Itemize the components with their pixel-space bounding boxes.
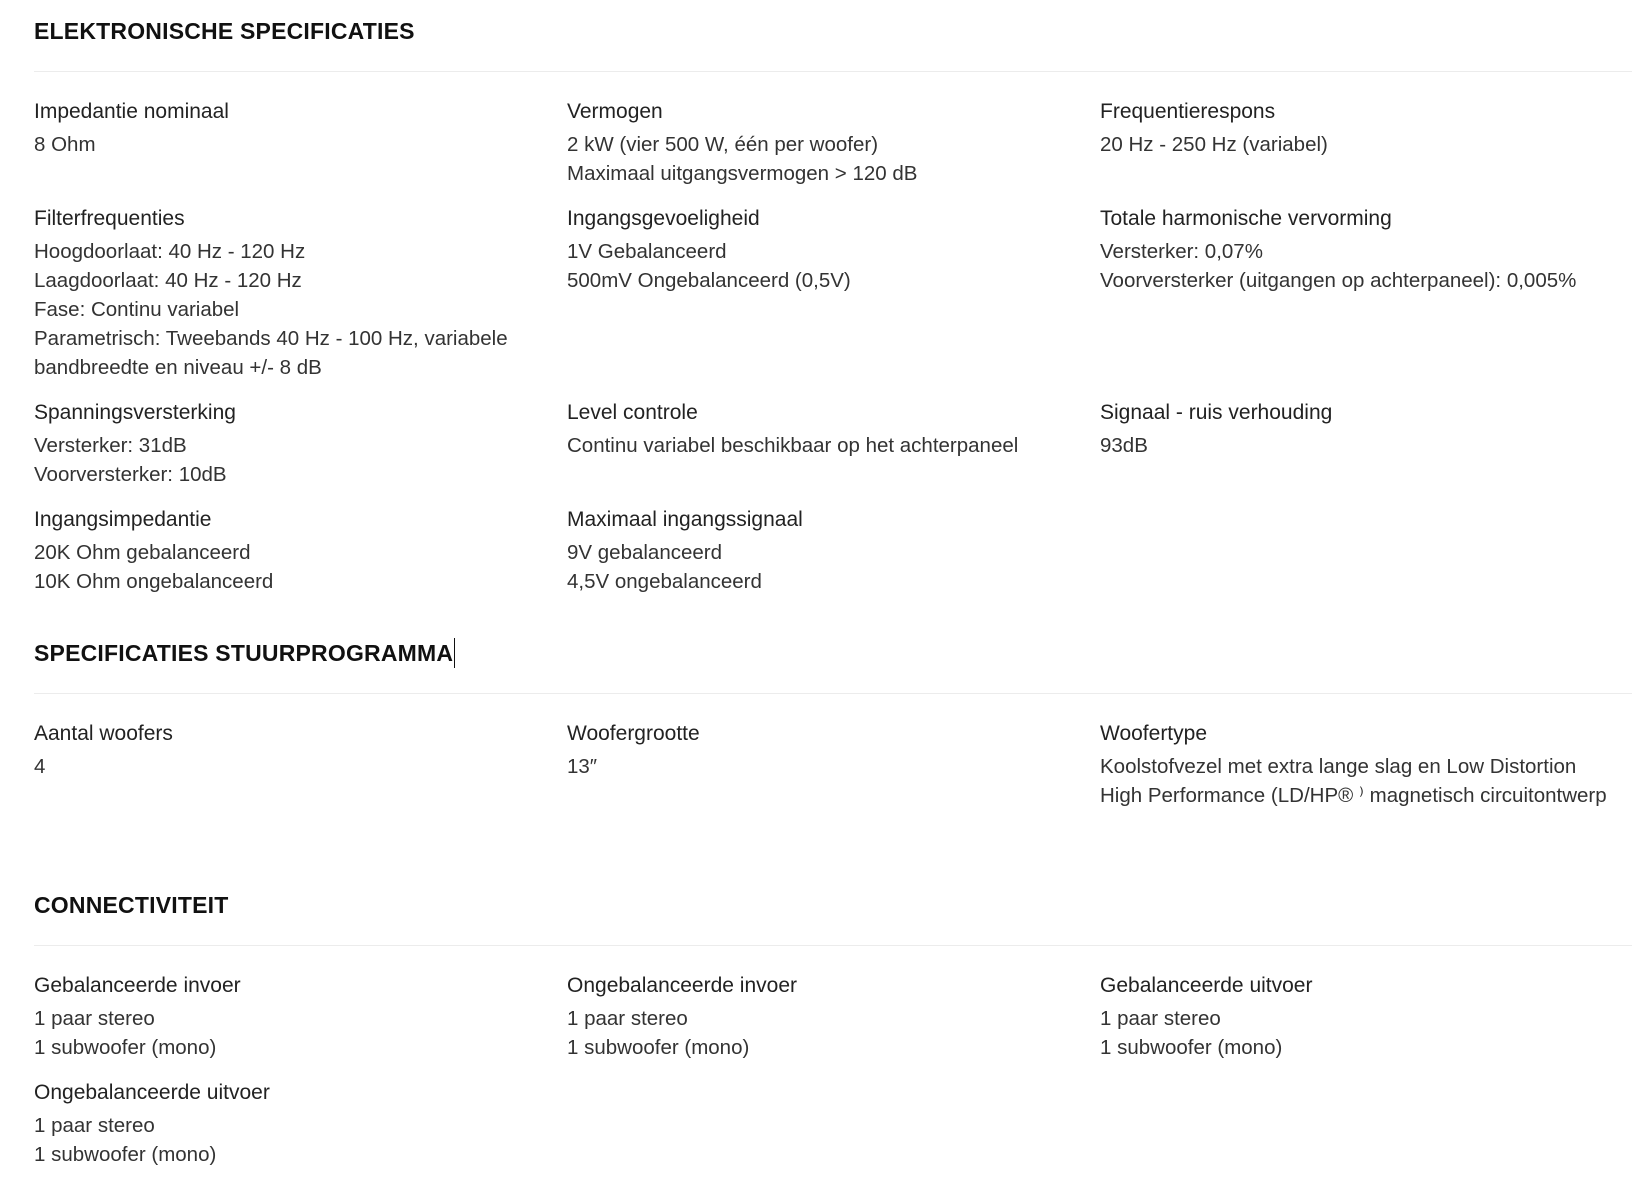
spec-grid	[34, 98, 1632, 596]
spec-label: Spanningsversterking	[34, 401, 236, 424]
spec-label: Woofergrootte	[567, 722, 700, 745]
section-divider	[34, 693, 1632, 694]
spec-label: Vermogen	[567, 100, 663, 123]
spec-item	[34, 972, 567, 1062]
spec-grid	[34, 720, 1632, 810]
spec-value: 1 paar stereo	[34, 1114, 155, 1137]
spec-value: Continu variabel beschikbaar op het achterpaneel	[567, 434, 1019, 457]
spec-item	[34, 399, 567, 489]
spec-value: Laagdoorlaat: 40 Hz - 120 Hz	[34, 269, 302, 292]
spec-label: Frequentierespons	[1100, 100, 1276, 123]
spec-value: 4	[34, 755, 46, 778]
spec-label: Ongebalanceerde invoer	[567, 974, 797, 997]
spec-value: 2 kW (vier 500 W, één per woofer)	[567, 133, 879, 156]
section-divider	[34, 945, 1632, 946]
spec-label: Impedantie nominaal	[34, 100, 229, 123]
spec-value: Maximaal uitgangsvermogen > 120 dB	[567, 162, 918, 185]
spec-value: 1 paar stereo	[567, 1007, 688, 1030]
section-title: ELEKTRONISCHE SPECIFICATIES	[34, 18, 415, 44]
spec-item	[567, 720, 1100, 810]
section-title: SPECIFICATIES STUURPROGRAMMA	[34, 640, 454, 666]
spec-label: Maximaal ingangssignaal	[567, 508, 803, 531]
spec-item	[34, 205, 567, 382]
section-connectivity	[34, 890, 1632, 1169]
spec-item	[34, 98, 567, 188]
spec-label: Signaal - ruis verhouding	[1100, 401, 1333, 424]
spec-value: 8 Ohm	[34, 133, 96, 156]
spec-value: 1 paar stereo	[1100, 1007, 1221, 1030]
spec-label: Level controle	[567, 401, 698, 424]
spec-label: Aantal woofers	[34, 722, 173, 745]
spec-value: 1 subwoofer (mono)	[34, 1143, 217, 1166]
spec-value: 1 subwoofer (mono)	[1100, 1036, 1283, 1059]
section-title: CONNECTIVITEIT	[34, 892, 229, 918]
spec-value: 93dB	[1100, 434, 1148, 457]
section-electronic-specs	[34, 16, 1632, 596]
spec-value: Koolstofvezel met extra lange slag en Low Distortion High Performance (LD/HP® ⁾ magnetisch circuitontwerp	[1100, 755, 1607, 807]
spec-value: Versterker: 31dB	[34, 434, 187, 457]
spec-label: Ingangsimpedantie	[34, 508, 212, 531]
spec-value: 500mV Ongebalanceerd (0,5V)	[567, 269, 851, 292]
spec-label: Gebalanceerde uitvoer	[1100, 974, 1313, 997]
spec-value: 1 subwoofer (mono)	[34, 1036, 217, 1059]
spec-label: Ongebalanceerde uitvoer	[34, 1081, 270, 1104]
spec-value: Versterker: 0,07%	[1100, 240, 1263, 263]
spec-item	[34, 1079, 567, 1169]
spec-item	[567, 399, 1100, 489]
spec-item	[1100, 720, 1632, 810]
spec-value: Voorversterker (uitgangen op achterpaneel): 0,005%	[1100, 269, 1577, 292]
spec-value: 1V Gebalanceerd	[567, 240, 727, 263]
spec-item	[1100, 972, 1632, 1062]
spec-item	[1100, 399, 1632, 489]
spec-value: 13″	[567, 755, 598, 778]
spec-item	[1100, 98, 1632, 188]
spec-value: 20K Ohm gebalanceerd	[34, 541, 251, 564]
spec-label: Ingangsgevoeligheid	[567, 207, 760, 230]
spec-value: Fase: Continu variabel	[34, 298, 240, 321]
spec-value: 1 subwoofer (mono)	[567, 1036, 750, 1059]
spec-label: Totale harmonische vervorming	[1100, 207, 1392, 230]
spec-grid	[34, 972, 1632, 1169]
spec-item	[34, 720, 567, 810]
spec-value: 10K Ohm ongebalanceerd	[34, 570, 274, 593]
spec-value: 1 paar stereo	[34, 1007, 155, 1030]
spec-value: 20 Hz - 250 Hz (variabel)	[1100, 133, 1328, 156]
spec-item	[567, 506, 1100, 596]
spec-label: Woofertype	[1100, 722, 1207, 745]
spec-item	[34, 506, 567, 596]
spec-item	[1100, 205, 1632, 382]
spec-value: Hoogdoorlaat: 40 Hz - 120 Hz	[34, 240, 306, 263]
spec-item	[567, 98, 1100, 188]
spec-value: Voorversterker: 10dB	[34, 463, 227, 486]
spec-label: Filterfrequenties	[34, 207, 185, 230]
spec-value: 9V gebalanceerd	[567, 541, 723, 564]
spec-item	[567, 972, 1100, 1062]
spec-item	[567, 205, 1100, 382]
spec-value: 4,5V ongebalanceerd	[567, 570, 762, 593]
text-cursor	[454, 638, 455, 668]
spec-value: Parametrisch: Tweebands 40 Hz - 100 Hz, variabele bandbreedte en niveau +/- 8 dB	[34, 327, 514, 379]
section-driver-specs	[34, 638, 1632, 810]
spec-label: Gebalanceerde invoer	[34, 974, 241, 997]
section-divider	[34, 71, 1632, 72]
